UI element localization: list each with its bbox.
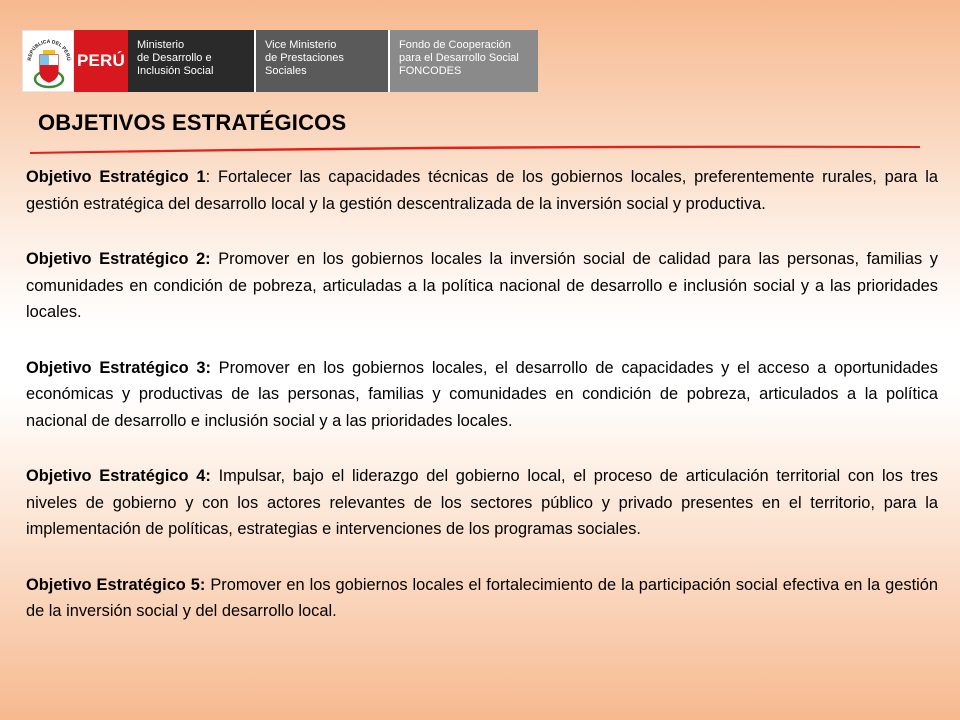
objective-text: Promover en los gobiernos locales el fortalecimiento de la participación social efectiva en la gestión de la inversión social y del desarrollo local. <box>26 575 938 620</box>
header-logo-bar <box>22 30 538 92</box>
objective-text: Impulsar, bajo el liderazgo del gobierno local, el proceso de articulación territorial con los tres niveles de gobierno y con los actores relevantes de los sectores público y privado presentes en el territorio, para la implementación de políticas, estrategias e intervenciones de los programas sociales. <box>26 467 938 538</box>
vice-ministry-line: Vice Ministerio <box>265 39 337 51</box>
objective-4 <box>26 463 938 543</box>
title-underline <box>30 142 922 154</box>
objective-label: Objetivo Estratégico 2: <box>26 250 211 268</box>
objectives-list <box>26 164 938 654</box>
objective-text: Promover en los gobiernos locales, el desarrollo de capacidades y el acceso a oportunidades económicas y productivas de las personas, familias y comunidades en condición de pobreza, articulados a la política nacional de desarrollo e inclusión social y a las prioridades locales. <box>26 358 938 430</box>
objective-1 <box>26 164 938 217</box>
objective-3 <box>26 355 938 435</box>
objective-5 <box>26 572 938 625</box>
vice-ministry-block <box>254 30 388 92</box>
objective-label: Objetivo Estratégico 4: <box>26 467 211 485</box>
foncodes-line: para el Desarrollo Social <box>399 52 519 64</box>
peru-brand <box>74 30 128 92</box>
peru-label: PERÚ <box>76 51 126 70</box>
vice-ministry-line: de Prestaciones <box>265 52 344 64</box>
objective-separator: : <box>205 168 211 186</box>
objective-label: Objetivo Estratégico 5: <box>26 575 206 594</box>
ministry-block <box>128 30 254 92</box>
objective-text: Promover en los gobiernos locales la inversión social de calidad para las personas, familias y comunidades en condición de pobreza, articuladas a la política nacional de desarrollo e inclusión social y a las prioridades locales. <box>26 250 938 321</box>
objective-label: Objetivo Estratégico 1 <box>26 168 206 186</box>
objective-label: Objetivo Estratégico 3: <box>26 358 211 377</box>
foncodes-line: FONCODES <box>399 65 462 77</box>
foncodes-block <box>388 30 538 92</box>
coat-of-arms-seal <box>22 30 74 92</box>
objective-2 <box>26 246 938 326</box>
ministry-line: de Desarrollo e <box>137 52 212 64</box>
vice-ministry-line: Sociales <box>265 65 307 77</box>
page-title: OBJETIVOS ESTRATÉGICOS <box>38 110 347 135</box>
ministry-line: Ministerio <box>137 39 185 51</box>
foncodes-line: Fondo de Cooperación <box>399 39 511 51</box>
ministry-line: Inclusión Social <box>137 65 214 77</box>
objective-text: Fortalecer las capacidades técnicas de los gobiernos locales, preferentemente rurales, para la gestión estratégica del desarrollo local y la gestión descentralizada de la inversión social y productiva. <box>26 168 938 213</box>
seal-text: REPÚBLICA DEL PERÚ <box>26 38 72 62</box>
